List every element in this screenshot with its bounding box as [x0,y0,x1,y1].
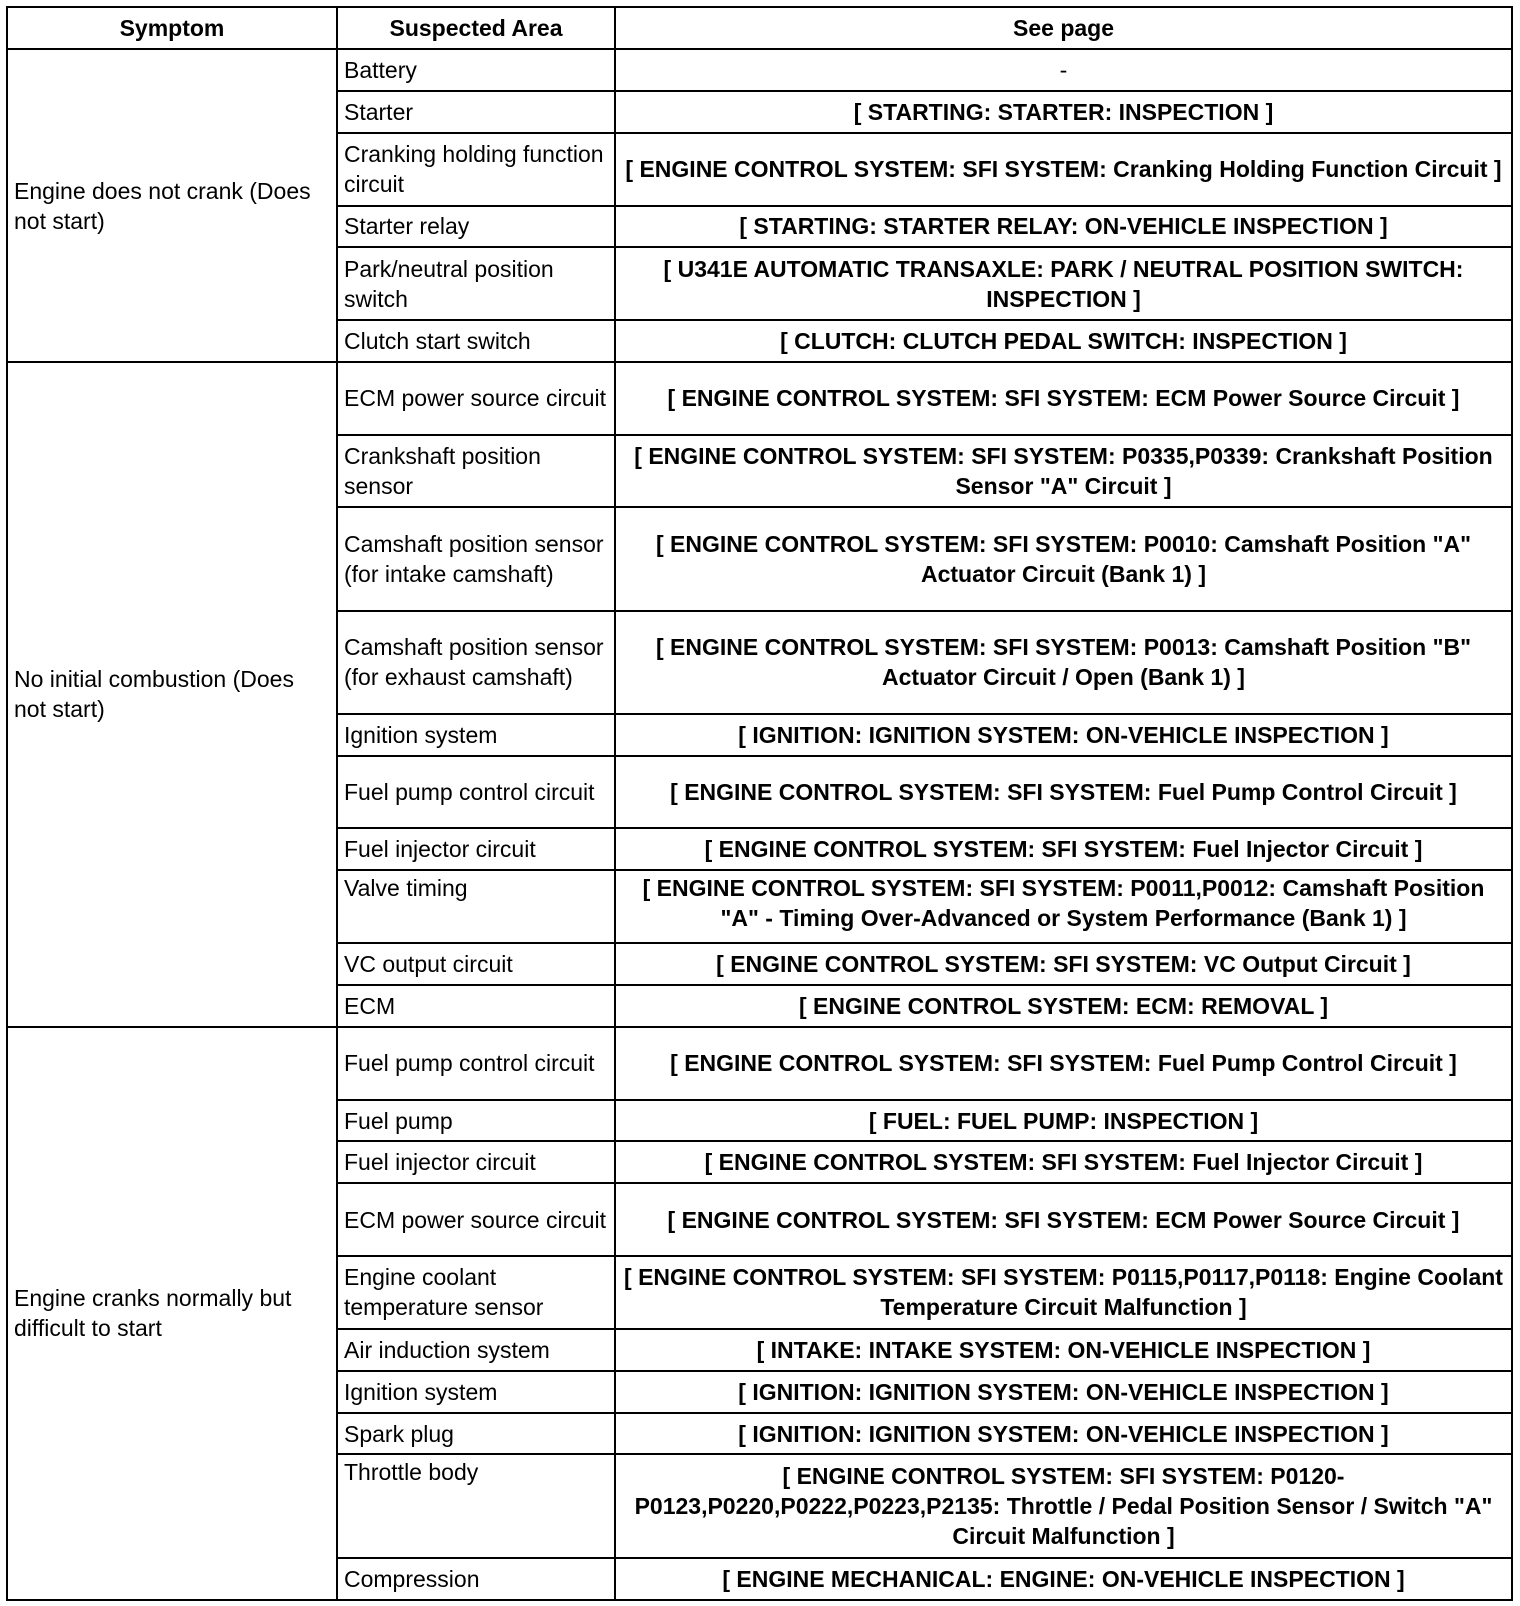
symptom-cell: Engine does not crank (Does not start) [7,49,337,362]
header-row [7,7,1512,49]
page-reference: [ ENGINE CONTROL SYSTEM: SFI SYSTEM: P0335,P0339: Crankshaft Position Sensor "A" Circuit ] [615,435,1512,508]
page-reference: [ ENGINE CONTROL SYSTEM: SFI SYSTEM: Fuel Injector Circuit ] [615,828,1512,870]
page-reference: [ ENGINE CONTROL SYSTEM: SFI SYSTEM: P0120-P0123,P0220,P0222,P0223,P2135: Throttle / Pedal Position Sensor / Switch "A" Circuit Malfunction ] [615,1454,1512,1557]
area-cell: ECM power source circuit [337,362,615,435]
header-see-page: See page [615,7,1512,49]
area-cell: Clutch start switch [337,320,615,362]
area-cell: Fuel injector circuit [337,1141,615,1183]
page-reference: [ IGNITION: IGNITION SYSTEM: ON-VEHICLE INSPECTION ] [615,1371,1512,1413]
header-symptom: Symptom [7,7,337,49]
area-cell: Battery [337,49,615,91]
page-reference: [ ENGINE CONTROL SYSTEM: SFI SYSTEM: P0013: Camshaft Position "B" Actuator Circuit / Open (Bank 1) ] [615,611,1512,714]
area-cell: Starter relay [337,206,615,248]
page-reference: [ IGNITION: IGNITION SYSTEM: ON-VEHICLE INSPECTION ] [615,1413,1512,1455]
area-cell: Valve timing [337,870,615,943]
page-reference: [ ENGINE CONTROL SYSTEM: SFI SYSTEM: Fuel Pump Control Circuit ] [615,1027,1512,1100]
area-cell: Engine coolant temperature sensor [337,1256,615,1329]
area-cell: Park/neutral position switch [337,247,615,320]
area-cell: ECM [337,985,615,1027]
page-reference: [ ENGINE CONTROL SYSTEM: SFI SYSTEM: P0011,P0012: Camshaft Position "A" - Timing Over-Advanced or System Performance (Bank 1) ] [615,870,1512,943]
page-reference: [ U341E AUTOMATIC TRANSAXLE: PARK / NEUTRAL POSITION SWITCH: INSPECTION ] [615,247,1512,320]
page-reference: [ STARTING: STARTER RELAY: ON-VEHICLE INSPECTION ] [615,206,1512,248]
page-reference: - [615,49,1512,91]
page-reference: [ ENGINE CONTROL SYSTEM: SFI SYSTEM: ECM Power Source Circuit ] [615,1183,1512,1256]
area-cell: Cranking holding function circuit [337,133,615,206]
area-cell: Starter [337,91,615,133]
page-reference: [ ENGINE CONTROL SYSTEM: SFI SYSTEM: Cranking Holding Function Circuit ] [615,133,1512,206]
area-cell: Fuel pump [337,1100,615,1142]
symptom-cell: Engine cranks normally but difficult to start [7,1027,337,1600]
page-reference: [ INTAKE: INTAKE SYSTEM: ON-VEHICLE INSPECTION ] [615,1329,1512,1371]
table-row [7,1027,1512,1100]
page-reference: [ ENGINE CONTROL SYSTEM: SFI SYSTEM: P0115,P0117,P0118: Engine Coolant Temperature Circuit Malfunction ] [615,1256,1512,1329]
area-cell: Spark plug [337,1413,615,1455]
page-reference: [ ENGINE CONTROL SYSTEM: ECM: REMOVAL ] [615,985,1512,1027]
area-cell: ECM power source circuit [337,1183,615,1256]
area-cell: Air induction system [337,1329,615,1371]
table-row [7,49,1512,91]
area-cell: Ignition system [337,714,615,756]
table-row [7,362,1512,435]
troubleshooting-table [6,6,1513,1601]
page-reference: [ ENGINE CONTROL SYSTEM: SFI SYSTEM: VC Output Circuit ] [615,943,1512,985]
page-reference: [ ENGINE CONTROL SYSTEM: SFI SYSTEM: P0010: Camshaft Position "A" Actuator Circuit (Bank 1) ] [615,507,1512,610]
area-cell: Fuel pump control circuit [337,1027,615,1100]
area-cell: VC output circuit [337,943,615,985]
page-reference: [ IGNITION: IGNITION SYSTEM: ON-VEHICLE INSPECTION ] [615,714,1512,756]
page-reference: [ CLUTCH: CLUTCH PEDAL SWITCH: INSPECTION ] [615,320,1512,362]
area-cell: Crankshaft position sensor [337,435,615,508]
area-cell: Fuel injector circuit [337,828,615,870]
page-reference: [ ENGINE CONTROL SYSTEM: SFI SYSTEM: ECM Power Source Circuit ] [615,362,1512,435]
area-cell: Camshaft position sensor (for exhaust camshaft) [337,611,615,714]
area-cell: Throttle body [337,1454,615,1557]
page-reference: [ ENGINE CONTROL SYSTEM: SFI SYSTEM: Fuel Pump Control Circuit ] [615,756,1512,829]
page-reference: [ ENGINE MECHANICAL: ENGINE: ON-VEHICLE INSPECTION ] [615,1558,1512,1600]
area-cell: Fuel pump control circuit [337,756,615,829]
area-cell: Ignition system [337,1371,615,1413]
area-cell: Compression [337,1558,615,1600]
page-reference: [ FUEL: FUEL PUMP: INSPECTION ] [615,1100,1512,1142]
symptom-cell: No initial combustion (Does not start) [7,362,337,1027]
header-suspected-area: Suspected Area [337,7,615,49]
area-cell: Camshaft position sensor (for intake camshaft) [337,507,615,610]
page-reference: [ STARTING: STARTER: INSPECTION ] [615,91,1512,133]
page-reference: [ ENGINE CONTROL SYSTEM: SFI SYSTEM: Fuel Injector Circuit ] [615,1141,1512,1183]
